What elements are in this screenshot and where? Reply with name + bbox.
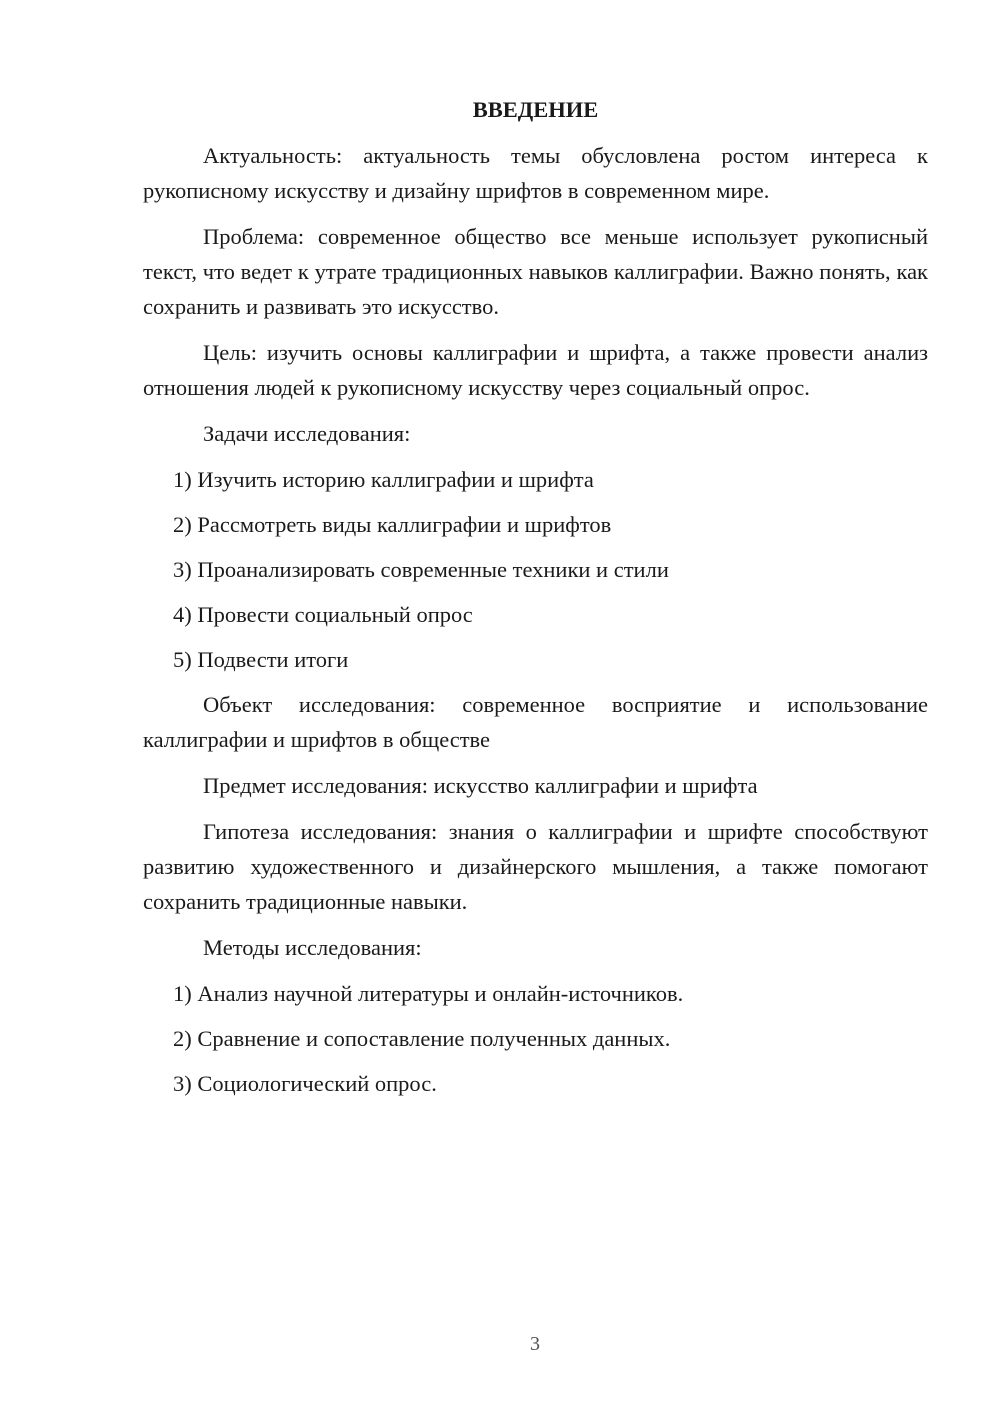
list-item: 2) Рассмотреть виды каллиграфии и шрифтов: [173, 512, 612, 537]
list-item: 3) Проанализировать современные техники и стили: [173, 557, 669, 582]
list-item: 1) Анализ научной литературы и онлайн-источников.: [173, 981, 684, 1006]
list-item: 1) Изучить историю каллиграфии и шрифта: [173, 467, 594, 492]
methods-list: [143, 976, 928, 1101]
hypothesis-paragraph: Гипотеза исследования: знания о каллиграфии и шрифте способствуют развитию художественного и дизайнерского мышления, а также помогают сохранить традиционные навыки.: [143, 819, 928, 914]
section-title: ВВЕДЕНИЕ: [472, 97, 599, 122]
list-item: 5) Подвести итоги: [173, 647, 349, 672]
tasks-heading: Задачи исследования:: [203, 421, 411, 446]
subject-paragraph: Предмет исследования: искусство каллиграфии и шрифта: [203, 773, 758, 798]
list-item: 2) Сравнение и сопоставление полученных данных.: [173, 1026, 671, 1051]
page-number: 3: [530, 1333, 540, 1355]
list-item: 4) Провести социальный опрос: [173, 602, 473, 627]
goal-paragraph: Цель: изучить основы каллиграфии и шрифта, а также провести анализ отношения людей к рукописному искусству через социальный опрос.: [143, 340, 928, 400]
list-item: 3) Социологический опрос.: [173, 1071, 437, 1096]
relevance-paragraph: Актуальность: актуальность темы обусловлена ростом интереса к рукописному искусству и дизайну шрифтов в современном мире.: [143, 143, 928, 203]
methods-heading: Методы исследования:: [203, 935, 422, 960]
problem-paragraph: Проблема: современное общество все меньше использует рукописный текст, что ведет к утрате традиционных навыков каллиграфии. Важно понять, как сохранить и развивать это искусство.: [143, 224, 928, 319]
object-paragraph: Объект исследования: современное восприятие и использование каллиграфии и шрифтов в обществе: [143, 692, 928, 752]
page-content: [143, 92, 928, 1111]
tasks-list: [143, 462, 928, 677]
